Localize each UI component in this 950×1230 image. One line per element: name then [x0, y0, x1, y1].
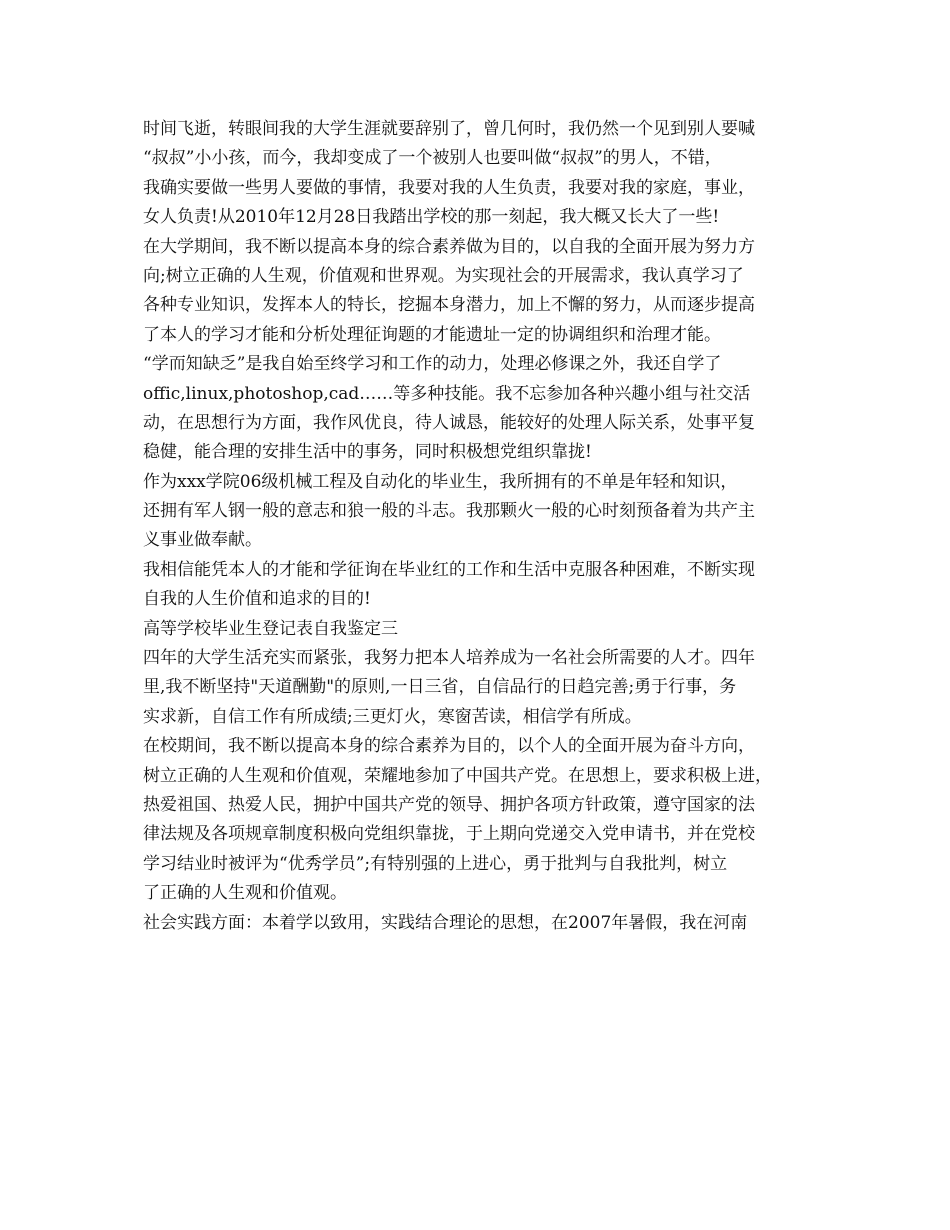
text-line: 热爱祖国、热爱人民，拥护中国共产党的领导、拥护各项方针政策，遵守国家的法	[143, 794, 755, 815]
text-line: 我相信能凭本人的才能和学征询在毕业红的工作和生活中克服各种困难，不断实现	[143, 559, 755, 580]
text-line: 作为xxx学院06级机械工程及自动化的毕业生，我所拥有的不单是年轻和知识，	[143, 471, 738, 492]
text-line: 各种专业知识，发挥本人的特长，挖掘本身潜力，加上不懈的努力，从而逐步提高	[143, 295, 755, 316]
text-line: 动，在思想行为方面，我作风优良，待人诚恳，能较好的处理人际关系，处事平复	[143, 412, 755, 433]
text-line: 律法规及各项规章制度积极向党组织靠拢，于上期向党递交入党申请书，并在党校	[143, 824, 755, 845]
text-line: 了正确的人生观和价值观。	[143, 883, 347, 904]
text-line: 社会实践方面：本着学以致用，实践结合理论的思想，在2007年暑假，我在河南	[143, 912, 748, 933]
text-line: “学而知缺乏”是我自始至终学习和工作的动力，处理必修课之外，我还自学了	[143, 354, 722, 375]
text-line: 时间飞逝，转眼间我的大学生涯就要辞别了，曾几何时，我仍然一个见到别人要喊	[143, 119, 755, 139]
text-line: “叔叔”小小孩，而今，我却变成了一个被别人也要叫做“叔叔”的男人，不错，	[143, 148, 722, 169]
text-line: 向;树立正确的人生观，价值观和世界观。为实现社会的开展需求，我认真学习了	[143, 265, 744, 286]
text-line: 自我的人生价值和追求的目的!	[143, 589, 371, 610]
text-line: 四年的大学生活充实而紧张，我努力把本人培养成为一名社会所需要的人才。四年	[143, 648, 755, 669]
text-line: 实求新，自信工作有所成绩;三更灯火，寒窗苦读，相信学有所成。	[143, 706, 642, 727]
text-line: 学习结业时被评为“优秀学员”;有特别强的上进心，勇于批判与自我批判，树立	[143, 853, 728, 874]
text-line: 里,我不断坚持"天道酬勤"的原则,一日三省，自信品行的日趋完善;勇于行事，务	[143, 677, 737, 698]
text-line: 义事业做奉献。	[143, 530, 262, 551]
text-line: 女人负责!从2010年12月28日我踏出学校的那一刻起，我大概又长大了一些!	[143, 207, 720, 228]
text-line: 了本人的学习才能和分析处理征询题的才能遗址一定的协调组织和治理才能。	[143, 324, 721, 345]
section-heading: 高等学校毕业生登记表自我鉴定三	[143, 618, 398, 639]
text-line: 稳健，能合理的安排生活中的事务，同时积极想党组织靠拢!	[143, 442, 592, 463]
document-body	[143, 115, 813, 938]
text-line: offic,linux,photoshop,cad……等多种技能。我不忘参加各种兴趣小组与社交活	[143, 383, 751, 404]
text-line: 在大学期间，我不断以提高本身的综合素养做为目的，以自我的全面开展为努力方	[143, 236, 755, 257]
text-line: 还拥有军人钢一般的意志和狼一般的斗志。我那颗火一般的心时刻预备着为共产主	[143, 501, 755, 522]
text-line: 树立正确的人生观和价值观，荣耀地参加了中国共产党。在思想上，要求积极上进，	[143, 765, 772, 786]
text-line: 我确实要做一些男人要做的事情，我要对我的人生负责，我要对我的家庭，事业，	[143, 177, 755, 198]
text-line: 在校期间，我不断以提高本身的综合素养为目的，以个人的全面开展为奋斗方向，	[143, 736, 755, 757]
